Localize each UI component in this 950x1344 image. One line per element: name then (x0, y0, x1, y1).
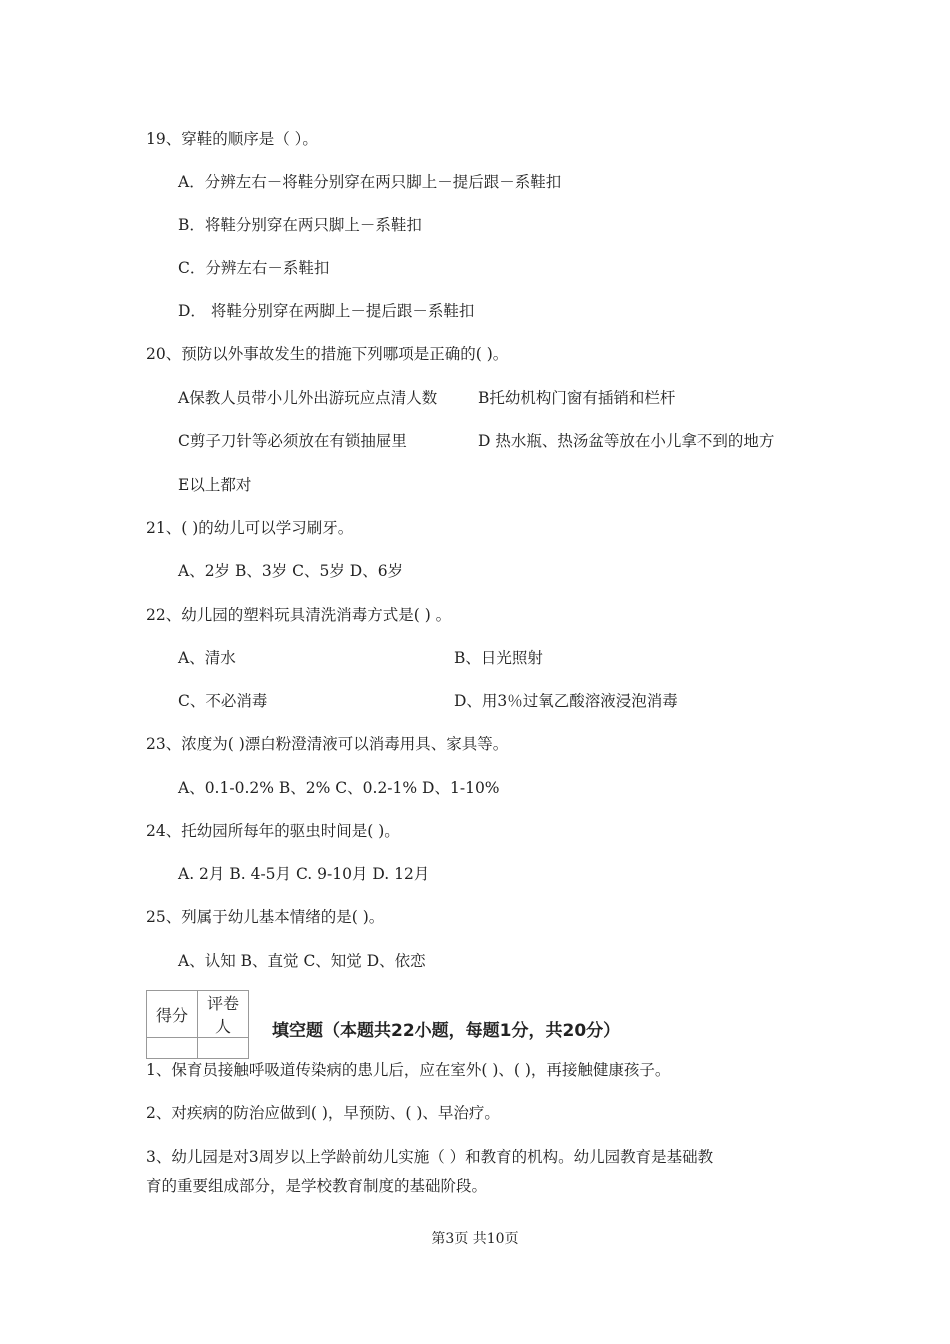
fill-blank-2: 2、对疾病的防治应做到( )，早预防、( )、早治疗。 (146, 1104, 500, 1122)
question-19-stem: 19、穿鞋的顺序是（ ）。 (146, 130, 318, 148)
fill-blank-1: 1、保育员接触呼吸道传染病的患儿后，应在室外( )、( )，再接触健康孩子。 (146, 1061, 671, 1079)
question-19-option-d: D． 将鞋分别穿在两脚上－提后跟－系鞋扣 (178, 302, 475, 320)
score-cell[interactable] (147, 1038, 198, 1059)
page-footer: 第3页 共10页 (431, 1231, 519, 1247)
score-label: 得分 (147, 991, 198, 1038)
question-19-option-c: C．分辨左右－系鞋扣 (178, 259, 330, 277)
question-22-option-c: C、不必消毒 (178, 692, 268, 710)
question-23-options: A、0.1-0.2% B、2% C、0.2-1% D、1-10% (178, 779, 500, 797)
question-21-options: A、2岁 B、3岁 C、5岁 D、6岁 (178, 562, 404, 580)
score-box (146, 990, 249, 1059)
question-25-stem: 25、列属于幼儿基本情绪的是( )。 (146, 908, 385, 926)
question-19-option-a: A．分辨左右－将鞋分别穿在两只脚上－提后跟－系鞋扣 (178, 173, 562, 191)
question-24-options: A. 2月 B. 4-5月 C. 9-10月 D. 12月 (178, 865, 430, 883)
section-title: 填空题（本题共22小题，每题1分，共20分） (272, 1021, 621, 1041)
reviewer-label: 评卷人 (198, 991, 249, 1038)
question-20-option-b: B托幼机构门窗有插销和栏杆 (478, 389, 676, 407)
question-23-stem: 23、浓度为( )漂白粉澄清液可以消毒用具、家具等。 (146, 735, 509, 753)
question-20-option-c: C剪子刀针等必须放在有锁抽屉里 (178, 432, 407, 450)
question-21-stem: 21、( )的幼儿可以学习刷牙。 (146, 519, 354, 537)
question-22-stem: 22、幼儿园的塑料玩具清洗消毒方式是( ) 。 (146, 606, 452, 624)
question-20-stem: 20、预防以外事故发生的措施下列哪项是正确的( )。 (146, 345, 509, 363)
question-24-stem: 24、托幼园所每年的驱虫时间是( )。 (146, 822, 400, 840)
question-20-option-e: E以上都对 (178, 476, 252, 494)
question-20-option-a: A保教人员带小儿外出游玩应点清人数 (178, 389, 438, 407)
question-19-option-b: B．将鞋分别穿在两只脚上－系鞋扣 (178, 216, 422, 234)
fill-blank-3-continued: 育的重要组成部分，是学校教育制度的基础阶段。 (146, 1177, 488, 1195)
question-22-option-d: D、用3％过氧乙酸溶液浸泡消毒 (454, 692, 678, 710)
question-22-option-a: A、清水 (178, 649, 236, 667)
reviewer-cell[interactable] (198, 1038, 249, 1059)
question-22-option-b: B、日光照射 (454, 649, 543, 667)
fill-blank-3: 3、幼儿园是对3周岁以上学龄前幼儿实施（ ）和教育的机构。幼儿园教育是基础教 (146, 1148, 714, 1166)
question-25-options: A、认知 B、直觉 C、知觉 D、依恋 (178, 952, 426, 970)
question-20-option-d: D 热水瓶、热汤盆等放在小儿拿不到的地方 (478, 432, 775, 450)
